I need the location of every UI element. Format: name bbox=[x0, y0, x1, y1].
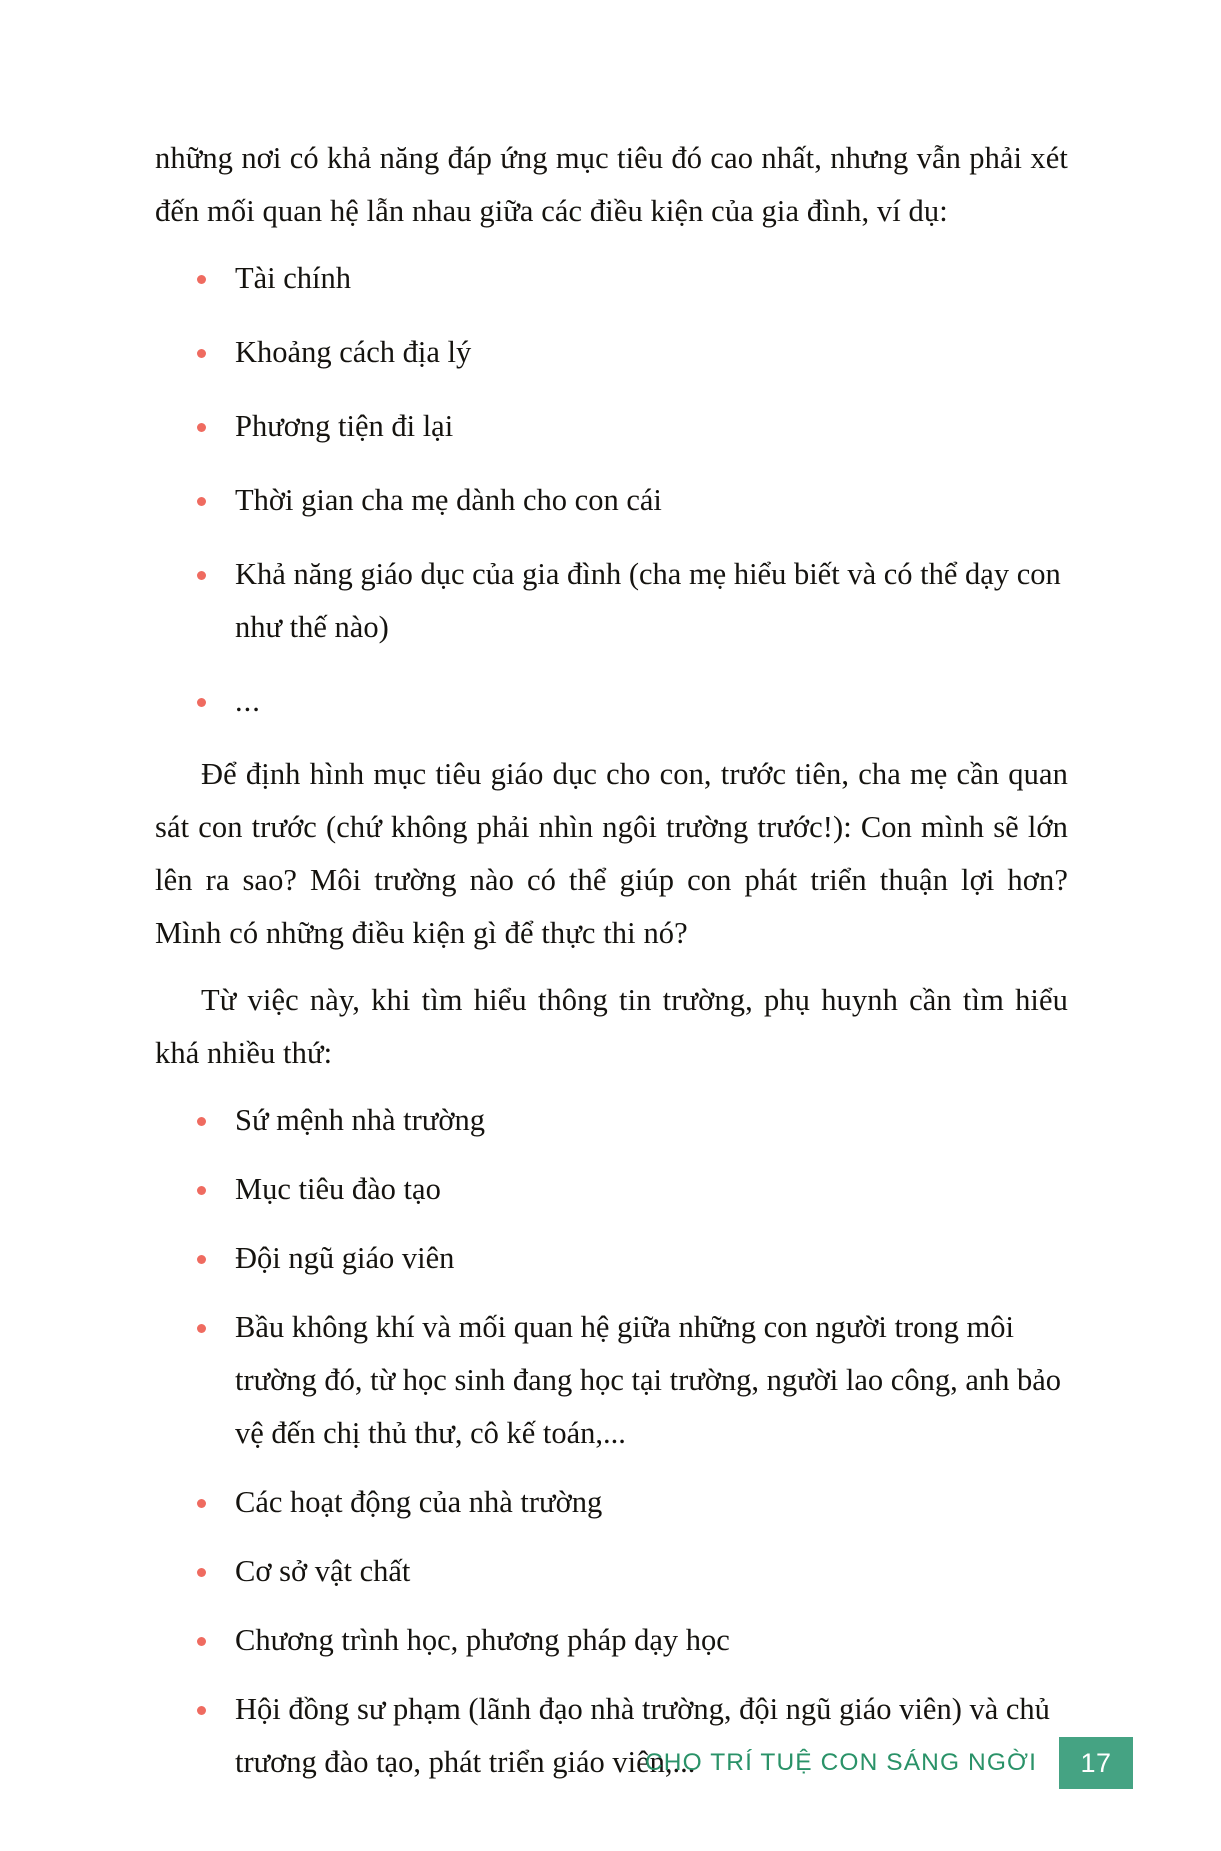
list-item bbox=[155, 1301, 1068, 1460]
list-item bbox=[155, 400, 1068, 453]
spacer bbox=[155, 960, 1068, 974]
bullet-dot-icon bbox=[197, 1255, 206, 1264]
bullet-dot-icon bbox=[197, 1568, 206, 1577]
list-item bbox=[155, 675, 1068, 728]
list-item bbox=[155, 1232, 1068, 1285]
list-item bbox=[155, 1163, 1068, 1216]
paragraph-goal-setting: Để định hình mục tiêu giáo dục cho con, trước tiên, cha mẹ cần quan sát con trước (chứ không phải nhìn ngôi trường trước!): Con mình sẽ lớn lên ra sao? Môi trường nào có thể giúp con phát triển thuận lợi hơn? Mình có những điều kiện gì để thực thi nó? bbox=[155, 757, 1068, 950]
list-item bbox=[155, 252, 1068, 305]
page-number-badge: 17 bbox=[1059, 1737, 1133, 1789]
list-item-label: Bầu không khí và mối quan hệ giữa những con người trong môi trường đó, từ học sinh đang học tại trường, người lao công, anh bảo vệ đến chị thủ thư, cô kế toán,... bbox=[235, 1310, 1062, 1450]
bullet-dot-icon bbox=[197, 275, 206, 284]
list-item-label: Đội ngũ giáo viên bbox=[235, 1241, 455, 1275]
list-item bbox=[155, 1094, 1068, 1147]
list-item-label: Mục tiêu đào tạo bbox=[235, 1172, 441, 1206]
list-item-label: Các hoạt động của nhà trường bbox=[235, 1485, 603, 1519]
list-item-label: ... bbox=[235, 684, 261, 718]
list-item-label: Khoảng cách địa lý bbox=[235, 335, 472, 369]
bullet-dot-icon bbox=[197, 698, 206, 707]
spacer bbox=[155, 238, 1068, 252]
bullet-dot-icon bbox=[197, 1186, 206, 1195]
bullet-dot-icon bbox=[197, 1324, 206, 1333]
list-item bbox=[155, 548, 1068, 654]
list-item-label: Chương trình học, phương pháp dạy học bbox=[235, 1623, 730, 1657]
list-item bbox=[155, 1614, 1068, 1667]
list-item bbox=[155, 1476, 1068, 1529]
list-item-label: Tài chính bbox=[235, 261, 352, 295]
paragraph-school-research: Từ việc này, khi tìm hiểu thông tin trường, phụ huynh cần tìm hiểu khá nhiều thứ: bbox=[155, 983, 1068, 1070]
paragraph-intro: những nơi có khả năng đáp ứng mục tiêu đó cao nhất, nhưng vẫn phải xét đến mối quan hệ lẫn nhau giữa các điều kiện của gia đình, ví dụ: bbox=[155, 141, 1068, 228]
bullet-dot-icon bbox=[197, 1637, 206, 1646]
bullet-dot-icon bbox=[197, 571, 206, 580]
list-item bbox=[155, 474, 1068, 527]
bullet-dot-icon bbox=[197, 1499, 206, 1508]
page-content bbox=[155, 132, 1068, 1789]
bullet-list-family-conditions bbox=[155, 252, 1068, 728]
list-item-label: Khả năng giáo dục của gia đình (cha mẹ hiểu biết và có thể dạy con như thế nào) bbox=[235, 557, 1061, 644]
bullet-dot-icon bbox=[197, 1117, 206, 1126]
list-item-label: Phương tiện đi lại bbox=[235, 409, 454, 443]
list-item bbox=[155, 326, 1068, 379]
list-item bbox=[155, 1545, 1068, 1598]
list-item-label: Cơ sở vật chất bbox=[235, 1554, 411, 1588]
page-footer bbox=[0, 1711, 1221, 1851]
bullet-dot-icon bbox=[197, 423, 206, 432]
bullet-dot-icon bbox=[197, 497, 206, 506]
spacer bbox=[155, 728, 1068, 748]
list-item-label: Sứ mệnh nhà trường bbox=[235, 1103, 485, 1137]
list-item-label: Thời gian cha mẹ dành cho con cái bbox=[235, 483, 662, 517]
footer-running-head bbox=[645, 1737, 1133, 1789]
footer-title: CHO TRÍ TUỆ CON SÁNG NGỜI bbox=[645, 1749, 1037, 1776]
spacer bbox=[155, 1080, 1068, 1094]
bullet-dot-icon bbox=[197, 349, 206, 358]
bullet-list-school-criteria bbox=[155, 1094, 1068, 1789]
list-item-label: Hội đồng sư phạm (lãnh đạo nhà trường, đội ngũ giáo viên) và chủ trương đào tạo, phát triển giáo viên,... bbox=[235, 1692, 1050, 1779]
